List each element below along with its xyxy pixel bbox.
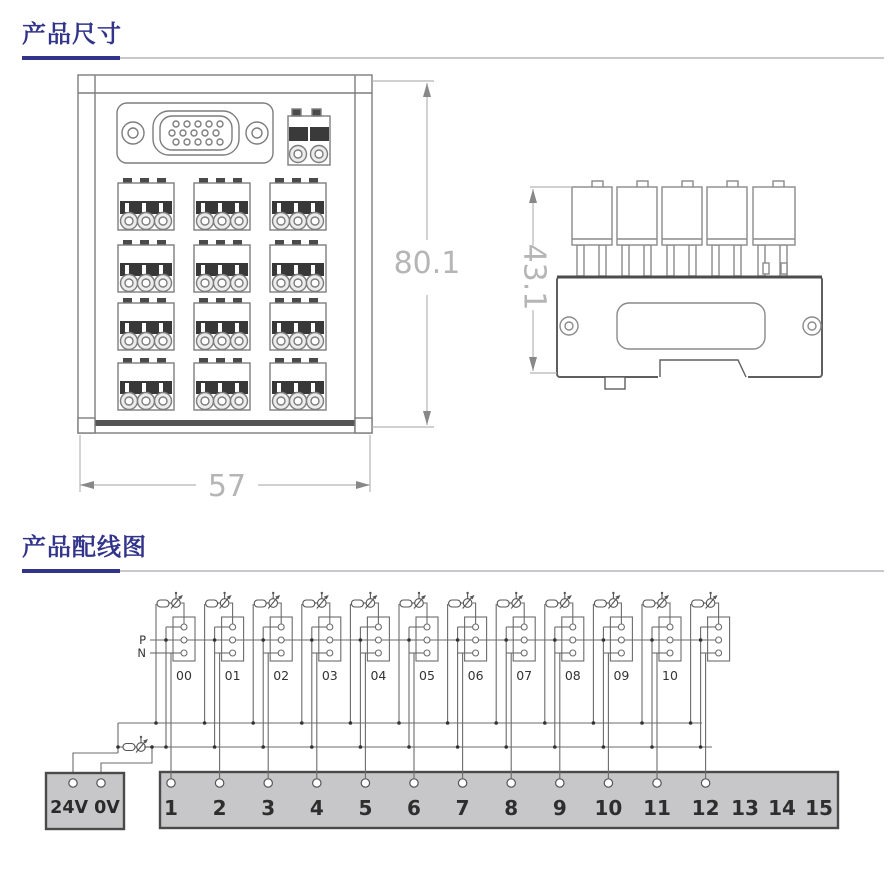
side-view-drawing <box>557 181 822 389</box>
terminal-number: 9 <box>552 796 567 820</box>
relay-unit <box>251 592 292 779</box>
terminal-number: 4 <box>309 796 324 820</box>
terminal-block <box>194 298 250 350</box>
terminal-number: 8 <box>504 796 519 820</box>
unit-label: 01 <box>224 668 241 683</box>
terminal-block <box>118 240 174 292</box>
terminal-screw <box>313 779 321 787</box>
unit-label: 04 <box>370 668 387 683</box>
power-supply-label: 24V 0V <box>50 798 120 818</box>
side-relay <box>662 181 702 276</box>
terminal-screw <box>604 779 612 787</box>
side-relay <box>707 181 747 276</box>
relay-unit <box>397 592 438 779</box>
dim-front-height: 80.1 <box>393 246 461 281</box>
terminal-screw <box>264 779 272 787</box>
terminal-block <box>194 178 250 230</box>
relay-unit <box>543 592 584 779</box>
terminal-number: 14 <box>768 796 796 820</box>
terminal-number: 3 <box>261 796 276 820</box>
terminal-screw <box>215 779 223 787</box>
terminal-screw <box>653 779 661 787</box>
relay-unit <box>154 592 195 779</box>
terminal-screw <box>458 779 466 787</box>
relay-unit <box>494 592 535 779</box>
terminal-screw <box>167 779 175 787</box>
terminal-number: 2 <box>212 796 227 820</box>
section-title-wiring: 产品配线图 <box>22 534 147 561</box>
unit-label: 00 <box>176 668 192 683</box>
terminal-number: 5 <box>358 796 373 820</box>
terminal-screw <box>701 779 709 787</box>
terminal-number: 10 <box>594 796 623 820</box>
side-relay <box>617 181 657 276</box>
terminal-block <box>194 358 250 410</box>
terminal-block <box>270 240 326 292</box>
terminal-number: 11 <box>643 796 671 820</box>
terminal-number: 12 <box>691 796 720 820</box>
relay-unit <box>203 592 244 779</box>
terminal-block <box>118 298 174 350</box>
terminal-number: 6 <box>407 796 421 820</box>
dimension-width <box>80 435 370 504</box>
side-relay <box>753 181 795 276</box>
power-supply-box <box>46 773 124 829</box>
relay-unit <box>349 592 390 779</box>
dimension-height <box>372 81 460 427</box>
unit-label: 08 <box>564 668 581 683</box>
unit-label: 10 <box>662 668 678 683</box>
side-relay <box>572 181 612 276</box>
relay-unit <box>640 592 681 779</box>
terminal-screw <box>410 779 418 787</box>
unit-label: 03 <box>321 668 338 683</box>
n-line-label: N <box>137 646 146 660</box>
terminal-number: 13 <box>731 796 759 820</box>
relay-units <box>154 592 729 779</box>
p-line-label: P <box>139 633 146 647</box>
terminal-number: 15 <box>805 796 833 820</box>
unit-label: 05 <box>419 668 435 683</box>
relay-unit <box>300 592 341 779</box>
terminal-screw <box>556 779 564 787</box>
unit-label: 07 <box>516 668 533 683</box>
unit-label: 09 <box>613 668 630 683</box>
terminal-number: 1 <box>164 796 178 820</box>
terminal-block <box>270 298 326 350</box>
dim-front-width: 57 <box>207 469 247 504</box>
unit-label: 02 <box>273 668 290 683</box>
terminal-block <box>118 178 174 230</box>
relay-unit <box>689 592 730 779</box>
terminal-block <box>118 358 174 410</box>
terminal-block <box>194 240 250 292</box>
terminal-block <box>270 358 326 410</box>
terminal-number: 7 <box>455 796 470 820</box>
section-title-dimensions: 产品尺寸 <box>22 21 122 48</box>
unit-label: 06 <box>467 668 484 683</box>
relay-unit <box>592 592 633 779</box>
dim-side-height: 43.1 <box>516 243 552 311</box>
terminal-screw <box>361 779 369 787</box>
front-view-drawing <box>78 75 372 433</box>
terminal-block <box>270 178 326 230</box>
relay-unit <box>446 592 487 779</box>
power-indicator-led <box>116 736 154 753</box>
wiring-diagram <box>46 592 838 829</box>
terminal-screw <box>507 779 515 787</box>
